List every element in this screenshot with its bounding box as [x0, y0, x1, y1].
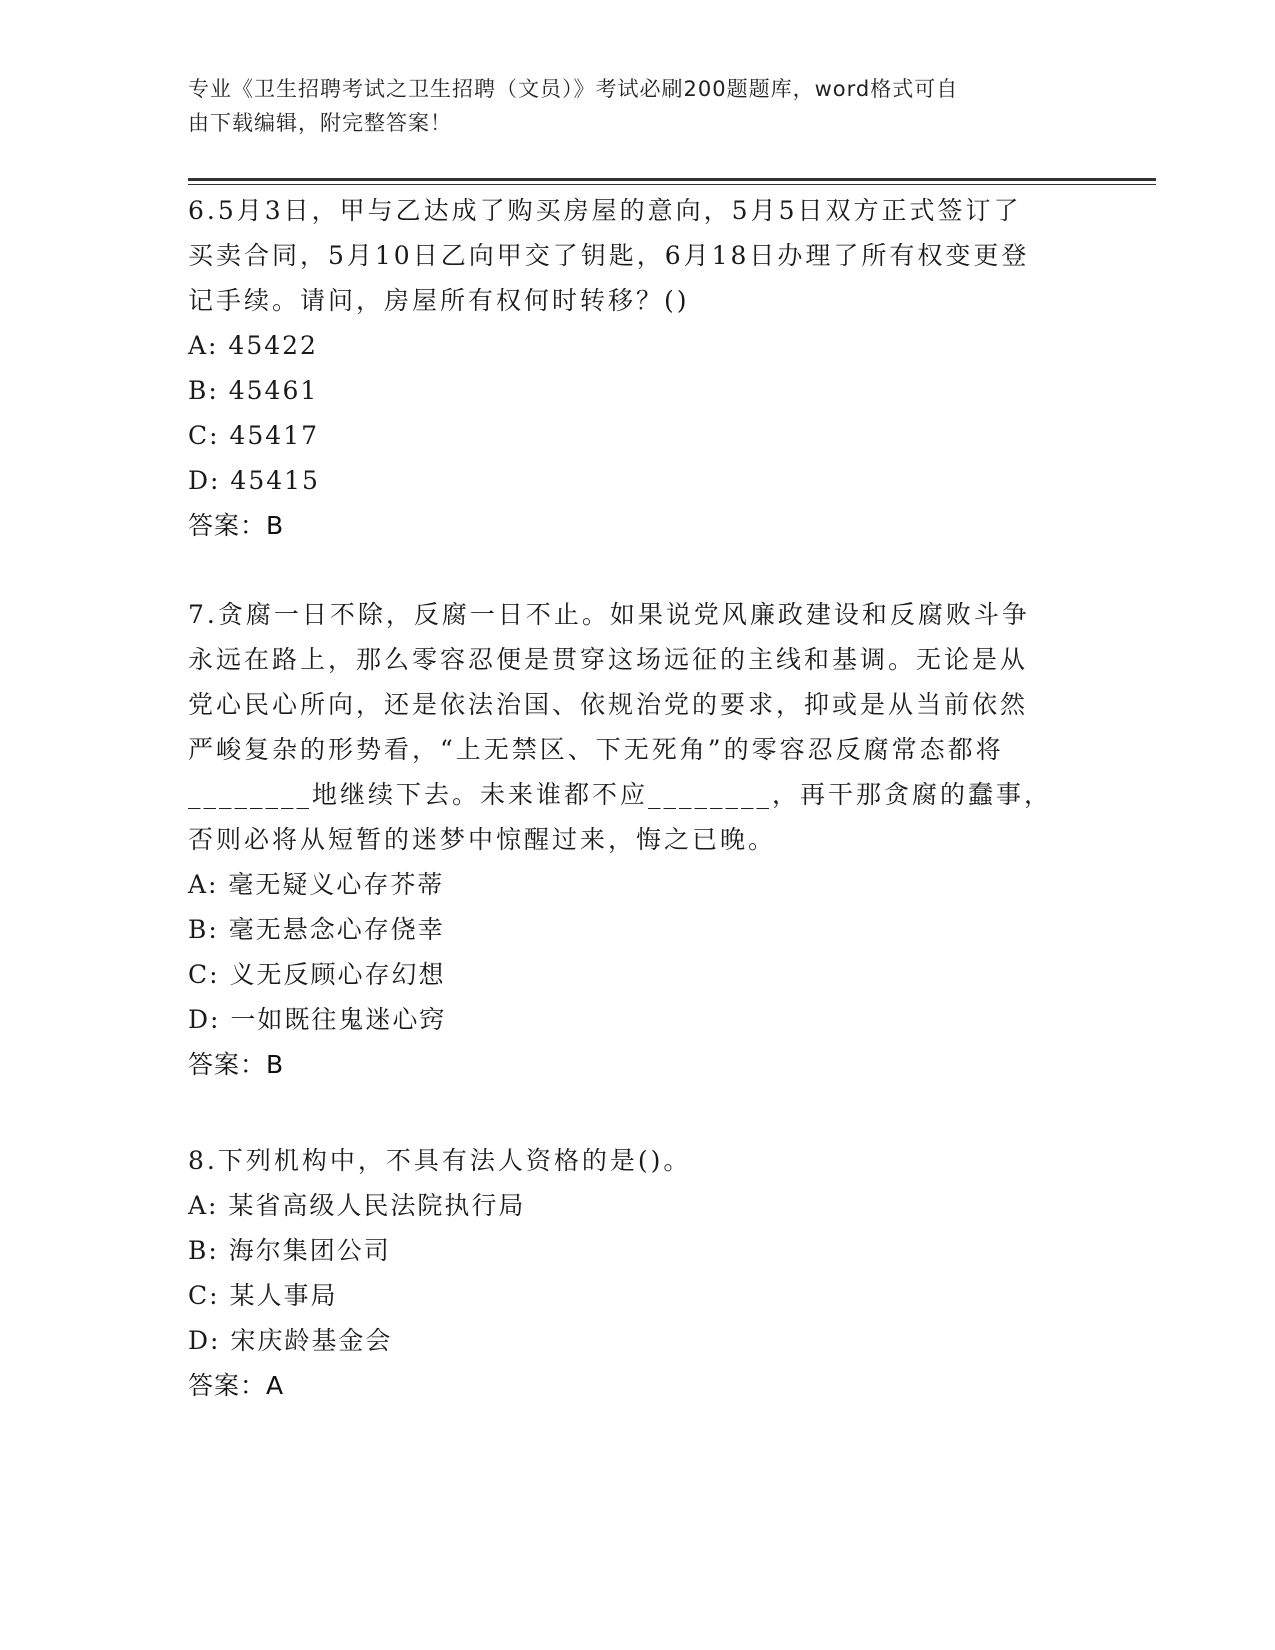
answer-line: 答案：A	[188, 1371, 285, 1400]
question-text-line: 严峻复杂的形势看，“上无禁区、下无死角”的零容忍反腐常态都将	[188, 735, 1004, 764]
option-b: B: 毫无悬念心存侥幸	[188, 915, 445, 944]
document-header	[188, 72, 1068, 140]
option-b: B: 45461	[188, 376, 319, 405]
header-divider-thin	[188, 184, 1156, 185]
question-text-line: 记手续。请问，房屋所有权何时转移？()	[188, 286, 690, 315]
option-a: A: 某省高级人民法院执行局	[188, 1191, 526, 1220]
question-text-line: 党心民心所向，还是依法治国、依规治党的要求，抑或是从当前依然	[188, 690, 1029, 719]
question-6	[188, 188, 1088, 548]
question-text-line: 8.下列机构中，不具有法人资格的是()。	[188, 1146, 692, 1175]
option-a: A: 毫无疑义心存芥蒂	[188, 870, 445, 899]
option-c: C: 45417	[188, 421, 320, 450]
question-text-line: 买卖合同，5月10日乙向甲交了钥匙，6月18日办理了所有权变更登	[188, 241, 1030, 270]
question-text-line: 6.5月3日，甲与乙达成了购买房屋的意向，5月5日双方正式签订了	[188, 196, 1022, 225]
answer-line: 答案：B	[188, 511, 285, 540]
question-text-line: 7.贪腐一日不除，反腐一日不止。如果说党风廉政建设和反腐败斗争	[188, 600, 1030, 629]
header-line-1: 专业《卫生招聘考试之卫生招聘（文员）》考试必刷200题题库，word格式可自	[188, 77, 959, 101]
question-7	[188, 592, 1088, 1087]
question-text-line: 否则必将从短暂的迷梦中惊醒过来，悔之已晚。	[188, 825, 777, 854]
option-a: A: 45422	[188, 331, 318, 360]
question-text-line: ________地继续下去。未来谁都不应________，再干那贪腐的蠢事，	[188, 780, 1053, 809]
question-text-line: 永远在路上，那么零容忍便是贯穿这场远征的主线和基调。无论是从	[188, 645, 1029, 674]
option-d: D: 宋庆龄基金会	[188, 1326, 393, 1355]
option-d: D: 45415	[188, 466, 320, 495]
option-c: C: 某人事局	[188, 1281, 338, 1310]
answer-line: 答案：B	[188, 1050, 285, 1079]
header-line-2: 由下载编辑，附完整答案！	[188, 111, 452, 135]
option-d: D: 一如既往鬼迷心窍	[188, 1005, 447, 1034]
option-c: C: 义无反顾心存幻想	[188, 960, 446, 989]
question-8	[188, 1138, 1088, 1408]
header-divider-thick	[188, 178, 1156, 181]
option-b: B: 海尔集团公司	[188, 1236, 391, 1265]
